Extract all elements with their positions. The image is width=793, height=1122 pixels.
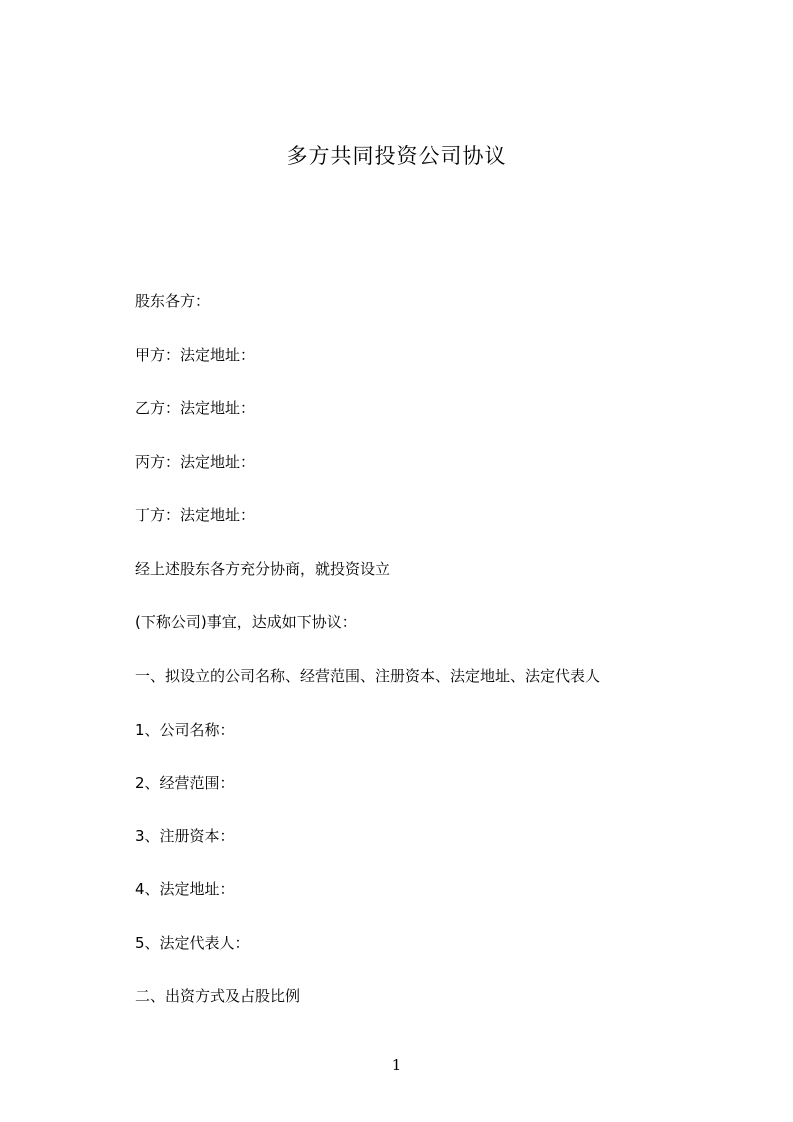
registered-capital-item: 3、注册资本：: [135, 827, 235, 845]
section-two-heading: 二、出资方式及占股比例: [135, 987, 301, 1005]
party-c-address: 丙方：法定地址：: [135, 453, 256, 471]
party-a-address: 甲方：法定地址：: [135, 346, 256, 364]
legal-address-item: 4、法定地址：: [135, 880, 235, 898]
party-b-address: 乙方：法定地址：: [135, 399, 256, 417]
business-scope-item: 2、经营范围：: [135, 774, 235, 792]
agreement-paragraph: (下称公司)事宜，达成如下协议：: [135, 613, 357, 631]
party-d-address: 丁方：法定地址：: [135, 506, 256, 524]
page-number: 1: [391, 1056, 402, 1074]
section-one-heading: 一、拟设立的公司名称、经营范围、注册资本、法定地址、法定代表人: [135, 667, 601, 685]
legal-representative-item: 5、法定代表人：: [135, 934, 250, 952]
company-name-item: 1、公司名称：: [135, 721, 235, 739]
shareholders-heading: 股东各方：: [135, 292, 211, 310]
consultation-paragraph: 经上述股东各方充分协商，就投资设立: [135, 560, 391, 578]
document-title: 多方共同投资公司协议: [286, 144, 507, 168]
